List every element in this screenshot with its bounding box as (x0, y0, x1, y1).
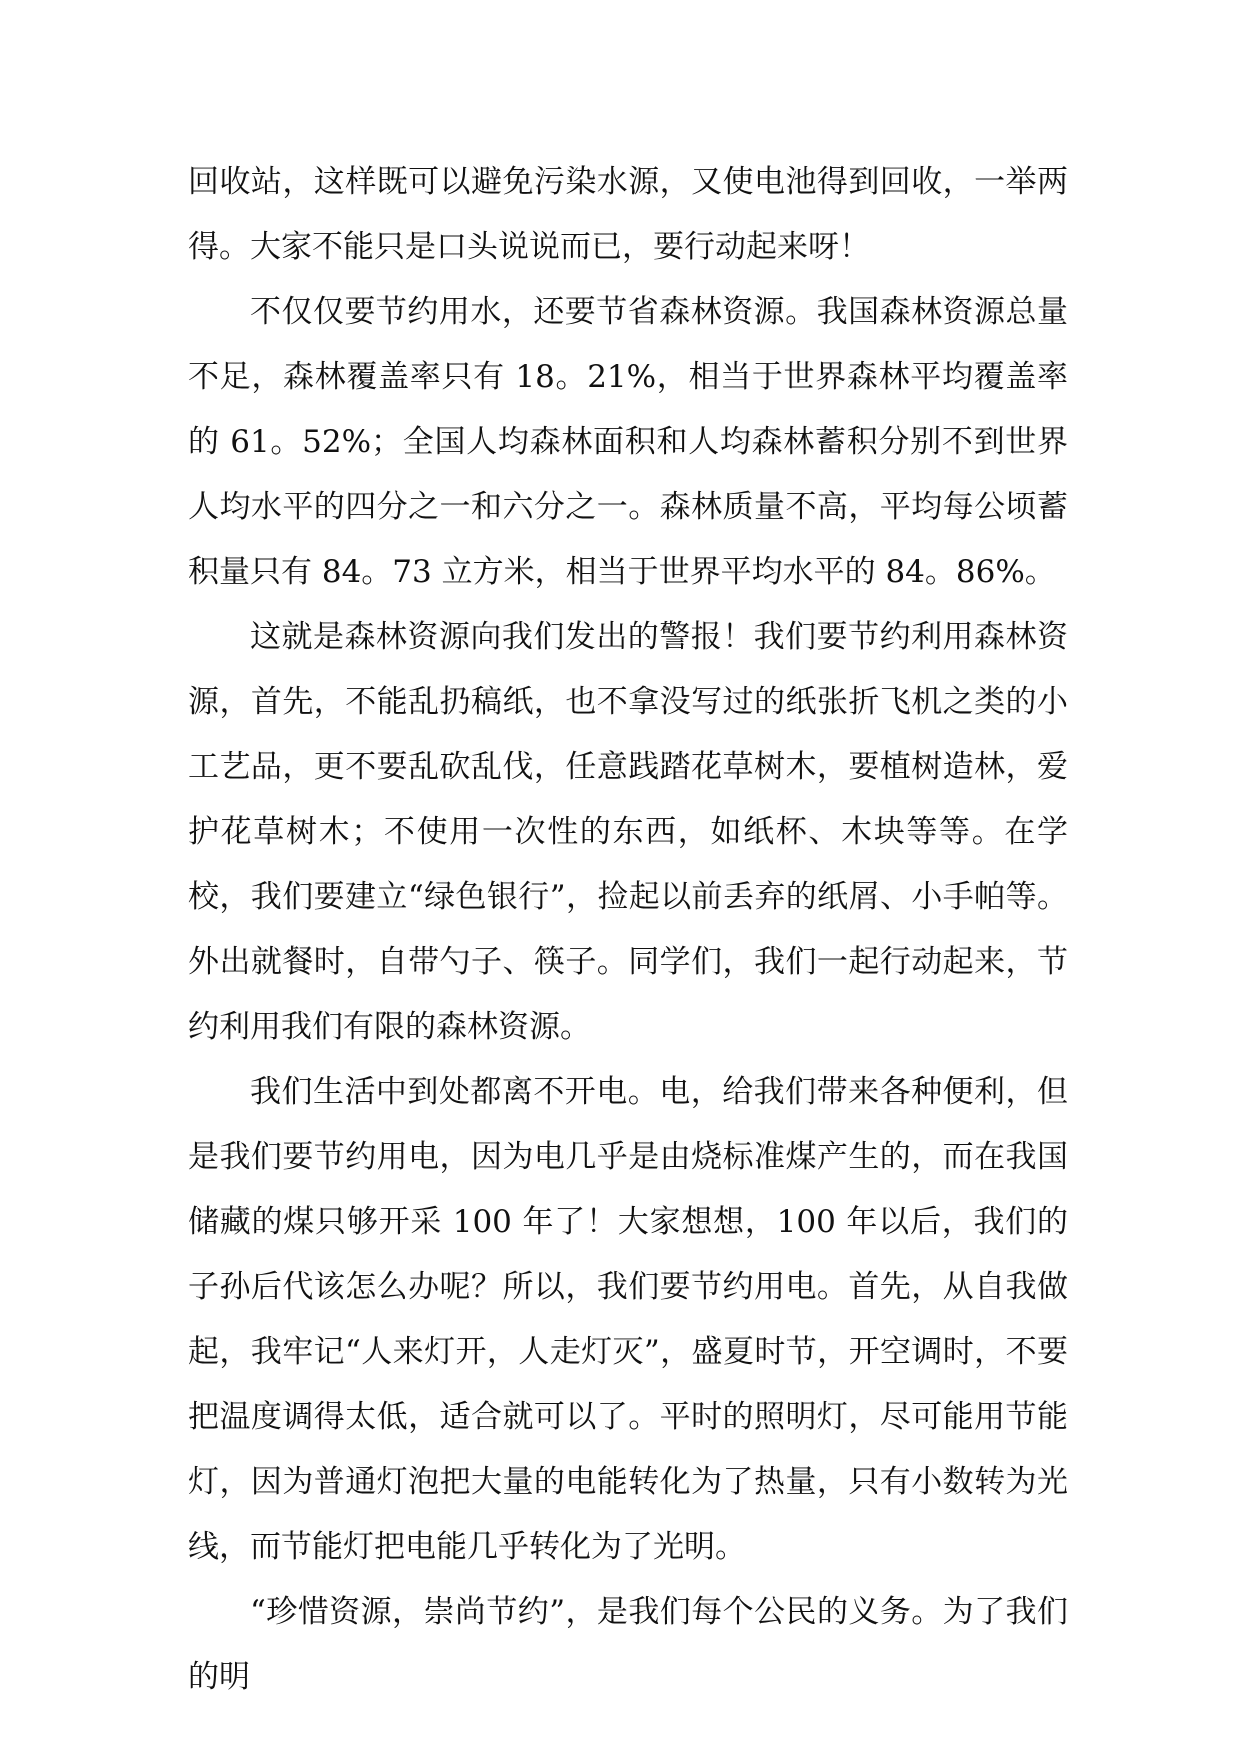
paragraph-2: 不仅仅要节约用水，还要节省森林资源。我国森林资源总量不足，森林覆盖率只有 18。21%，相当于世界森林平均覆盖率的 61。52%；全国人均森林面积和人均森林蓄积分别不到世界人均水平的四分之一和六分之一。森林质量不高，平均每公顷蓄积量只有 84。73 立方米，相当于世界平均水平的 84。86%。 (188, 294, 1068, 590)
paragraph-5: “珍惜资源，崇尚节约”，是我们每个公民的义务。为了我们的明 (188, 1594, 1068, 1695)
document-body (188, 150, 1068, 1710)
paragraph-4: 我们生活中到处都离不开电。电，给我们带来各种便利，但是我们要节约用电，因为电几乎是由烧标准煤产生的，而在我国储藏的煤只够开采 100 年了！大家想想，100 年以后，我们的子孙后代该怎么办呢？所以，我们要节约用电。首先，从自我做起，我牢记“人来灯开，人走灯灭”，盛夏时节，开空调时，不要把温度调得太低，适合就可以了。平时的照明灯，尽可能用节能灯，因为普通灯泡把大量的电能转化为了热量，只有小数转为光线，而节能灯把电能几乎转化为了光明。 (188, 1074, 1068, 1565)
paragraph-1: 回收站，这样既可以避免污染水源，又使电池得到回收，一举两得。大家不能只是口头说说而已，要行动起来呀！ (188, 164, 1068, 265)
paragraph-3: 这就是森林资源向我们发出的警报！我们要节约利用森林资源，首先，不能乱扔稿纸，也不拿没写过的纸张折飞机之类的小工艺品，更不要乱砍乱伐，任意践踏花草树木，要植树造林，爱护花草树木；不使用一次性的东西，如纸杯、木块等等。在学校，我们要建立“绿色银行”，捡起以前丢弃的纸屑、小手帕等。外出就餐时，自带勺子、筷子。同学们，我们一起行动起来，节约利用我们有限的森林资源。 (188, 619, 1068, 1045)
